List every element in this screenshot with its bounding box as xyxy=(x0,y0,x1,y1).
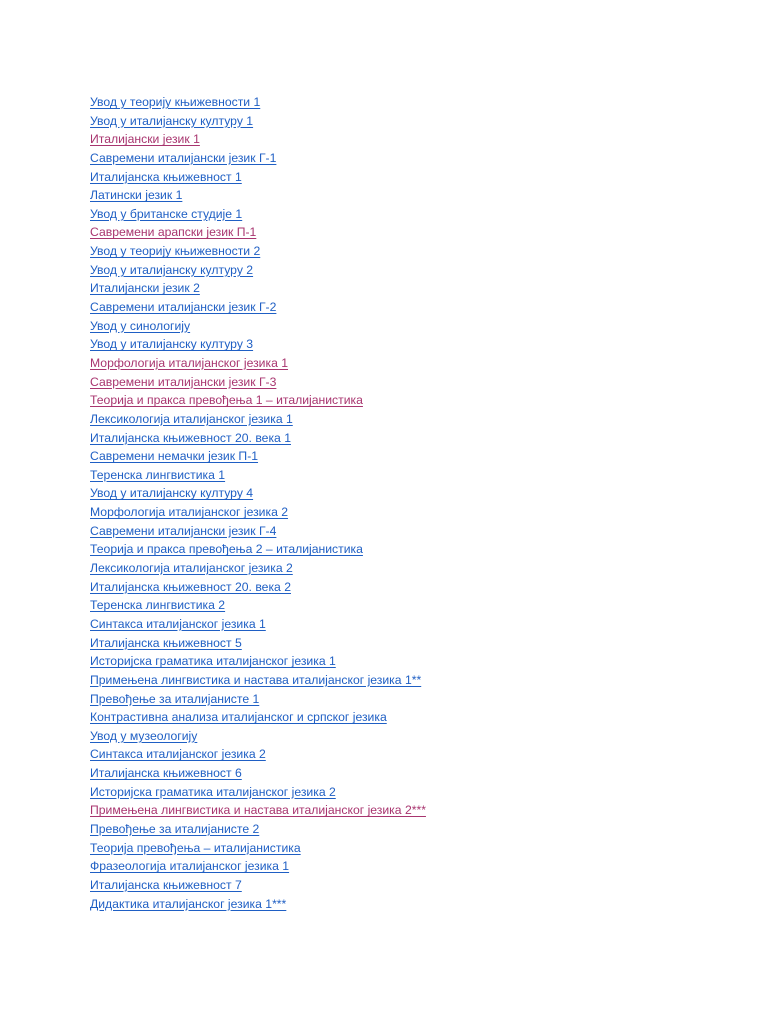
course-link[interactable]: Увод у теорију књижевности 2 xyxy=(90,244,261,259)
list-item xyxy=(90,317,426,336)
course-link[interactable]: Дидактика италијанског језика 1*** xyxy=(90,896,287,911)
course-link[interactable]: Превођење за италијанисте 1 xyxy=(90,691,260,706)
course-link[interactable]: Увод у италијанску културу 3 xyxy=(90,337,254,352)
course-link[interactable]: Савремени италијански језик Г-4 xyxy=(90,523,277,538)
course-link[interactable]: Увод у италијанску културу 4 xyxy=(90,486,254,501)
course-link-list xyxy=(90,93,426,913)
list-item xyxy=(90,93,426,112)
course-link[interactable]: Савремени италијански језик Г-1 xyxy=(90,150,277,165)
list-item xyxy=(90,540,426,559)
list-item xyxy=(90,857,426,876)
list-item xyxy=(90,820,426,839)
list-item xyxy=(90,410,426,429)
list-item xyxy=(90,354,426,373)
course-link[interactable]: Италијанска књижевност 1 xyxy=(90,169,242,184)
course-link[interactable]: Савремени италијански језик Г-3 xyxy=(90,374,277,389)
list-item xyxy=(90,652,426,671)
list-item xyxy=(90,503,426,522)
list-item xyxy=(90,522,426,541)
course-link[interactable]: Лексикологија италијанског језика 1 xyxy=(90,411,293,426)
list-item xyxy=(90,298,426,317)
course-link[interactable]: Увод у италијанску културу 1 xyxy=(90,113,254,128)
course-link[interactable]: Увод у теорију књижевности 1 xyxy=(90,95,261,109)
course-link[interactable]: Савремени италијански језик Г-2 xyxy=(90,300,277,315)
course-link[interactable]: Историјска граматика италијанског језика 2 xyxy=(90,784,336,799)
list-item xyxy=(90,727,426,746)
list-item xyxy=(90,261,426,280)
list-item xyxy=(90,596,426,615)
list-item xyxy=(90,708,426,727)
course-link[interactable]: Примењена лингвистика и настава италијанског језика 2*** xyxy=(90,803,426,818)
course-link[interactable]: Италијанска књижевност 7 xyxy=(90,877,242,892)
list-item xyxy=(90,279,426,298)
list-item xyxy=(90,112,426,131)
list-item xyxy=(90,242,426,261)
course-link[interactable]: Историјска граматика италијанског језика 1 xyxy=(90,654,336,669)
course-link[interactable]: Италијански језик 2 xyxy=(90,281,200,296)
list-item xyxy=(90,801,426,820)
list-item xyxy=(90,484,426,503)
list-item xyxy=(90,130,426,149)
course-link[interactable]: Теренска лингвистика 1 xyxy=(90,467,226,482)
course-link[interactable]: Морфологија италијанског језика 2 xyxy=(90,505,289,520)
list-item xyxy=(90,559,426,578)
list-item xyxy=(90,745,426,764)
course-link[interactable]: Италијанска књижевност 6 xyxy=(90,766,242,781)
list-item xyxy=(90,186,426,205)
list-item xyxy=(90,205,426,224)
course-link[interactable]: Синтакса италијанског језика 1 xyxy=(90,616,266,631)
course-link[interactable]: Италијанска књижевност 20. века 2 xyxy=(90,579,291,594)
course-link[interactable]: Лексикологија италијанског језика 2 xyxy=(90,561,293,576)
list-item xyxy=(90,783,426,802)
list-item xyxy=(90,447,426,466)
course-link[interactable]: Увод у италијанску културу 2 xyxy=(90,262,254,277)
course-link[interactable]: Италијанска књижевност 5 xyxy=(90,635,242,650)
list-item xyxy=(90,764,426,783)
list-item xyxy=(90,876,426,895)
course-link[interactable]: Синтакса италијанског језика 2 xyxy=(90,747,266,762)
list-item xyxy=(90,335,426,354)
list-item xyxy=(90,690,426,709)
course-link[interactable]: Италијанска књижевност 20. века 1 xyxy=(90,430,291,445)
list-item xyxy=(90,839,426,858)
list-item xyxy=(90,895,426,914)
course-link[interactable]: Теорија превођења – италијанистика xyxy=(90,840,301,855)
course-link[interactable]: Превођење за италијанисте 2 xyxy=(90,821,260,836)
list-item xyxy=(90,615,426,634)
course-link[interactable]: Теорија и пракса превођења 1 – италијанистика xyxy=(90,393,363,408)
list-item xyxy=(90,671,426,690)
course-link[interactable]: Савремени арапски језик П-1 xyxy=(90,225,257,240)
list-item xyxy=(90,634,426,653)
course-link[interactable]: Латински језик 1 xyxy=(90,188,183,203)
course-link[interactable]: Морфологија италијанског језика 1 xyxy=(90,355,289,370)
list-item xyxy=(90,149,426,168)
list-item xyxy=(90,429,426,448)
list-item xyxy=(90,223,426,242)
list-item xyxy=(90,391,426,410)
course-link[interactable]: Теренска лингвистика 2 xyxy=(90,598,226,613)
course-link[interactable]: Увод у музеологију xyxy=(90,728,198,743)
course-link[interactable]: Контрастивна анализа италијанског и српског језика xyxy=(90,710,387,725)
list-item xyxy=(90,466,426,485)
course-link[interactable]: Увод у синологију xyxy=(90,318,191,333)
list-item xyxy=(90,373,426,392)
course-link[interactable]: Увод у британске студије 1 xyxy=(90,206,243,221)
course-link[interactable]: Савремени немачки језик П-1 xyxy=(90,449,259,464)
list-item xyxy=(90,168,426,187)
list-item xyxy=(90,578,426,597)
course-link[interactable]: Италијански језик 1 xyxy=(90,132,200,147)
course-link[interactable]: Фразеологија италијанског језика 1 xyxy=(90,859,290,874)
course-link[interactable]: Теорија и пракса превођења 2 – италијанистика xyxy=(90,542,363,557)
course-link[interactable]: Примењена лингвистика и настава италијанског језика 1** xyxy=(90,672,422,687)
